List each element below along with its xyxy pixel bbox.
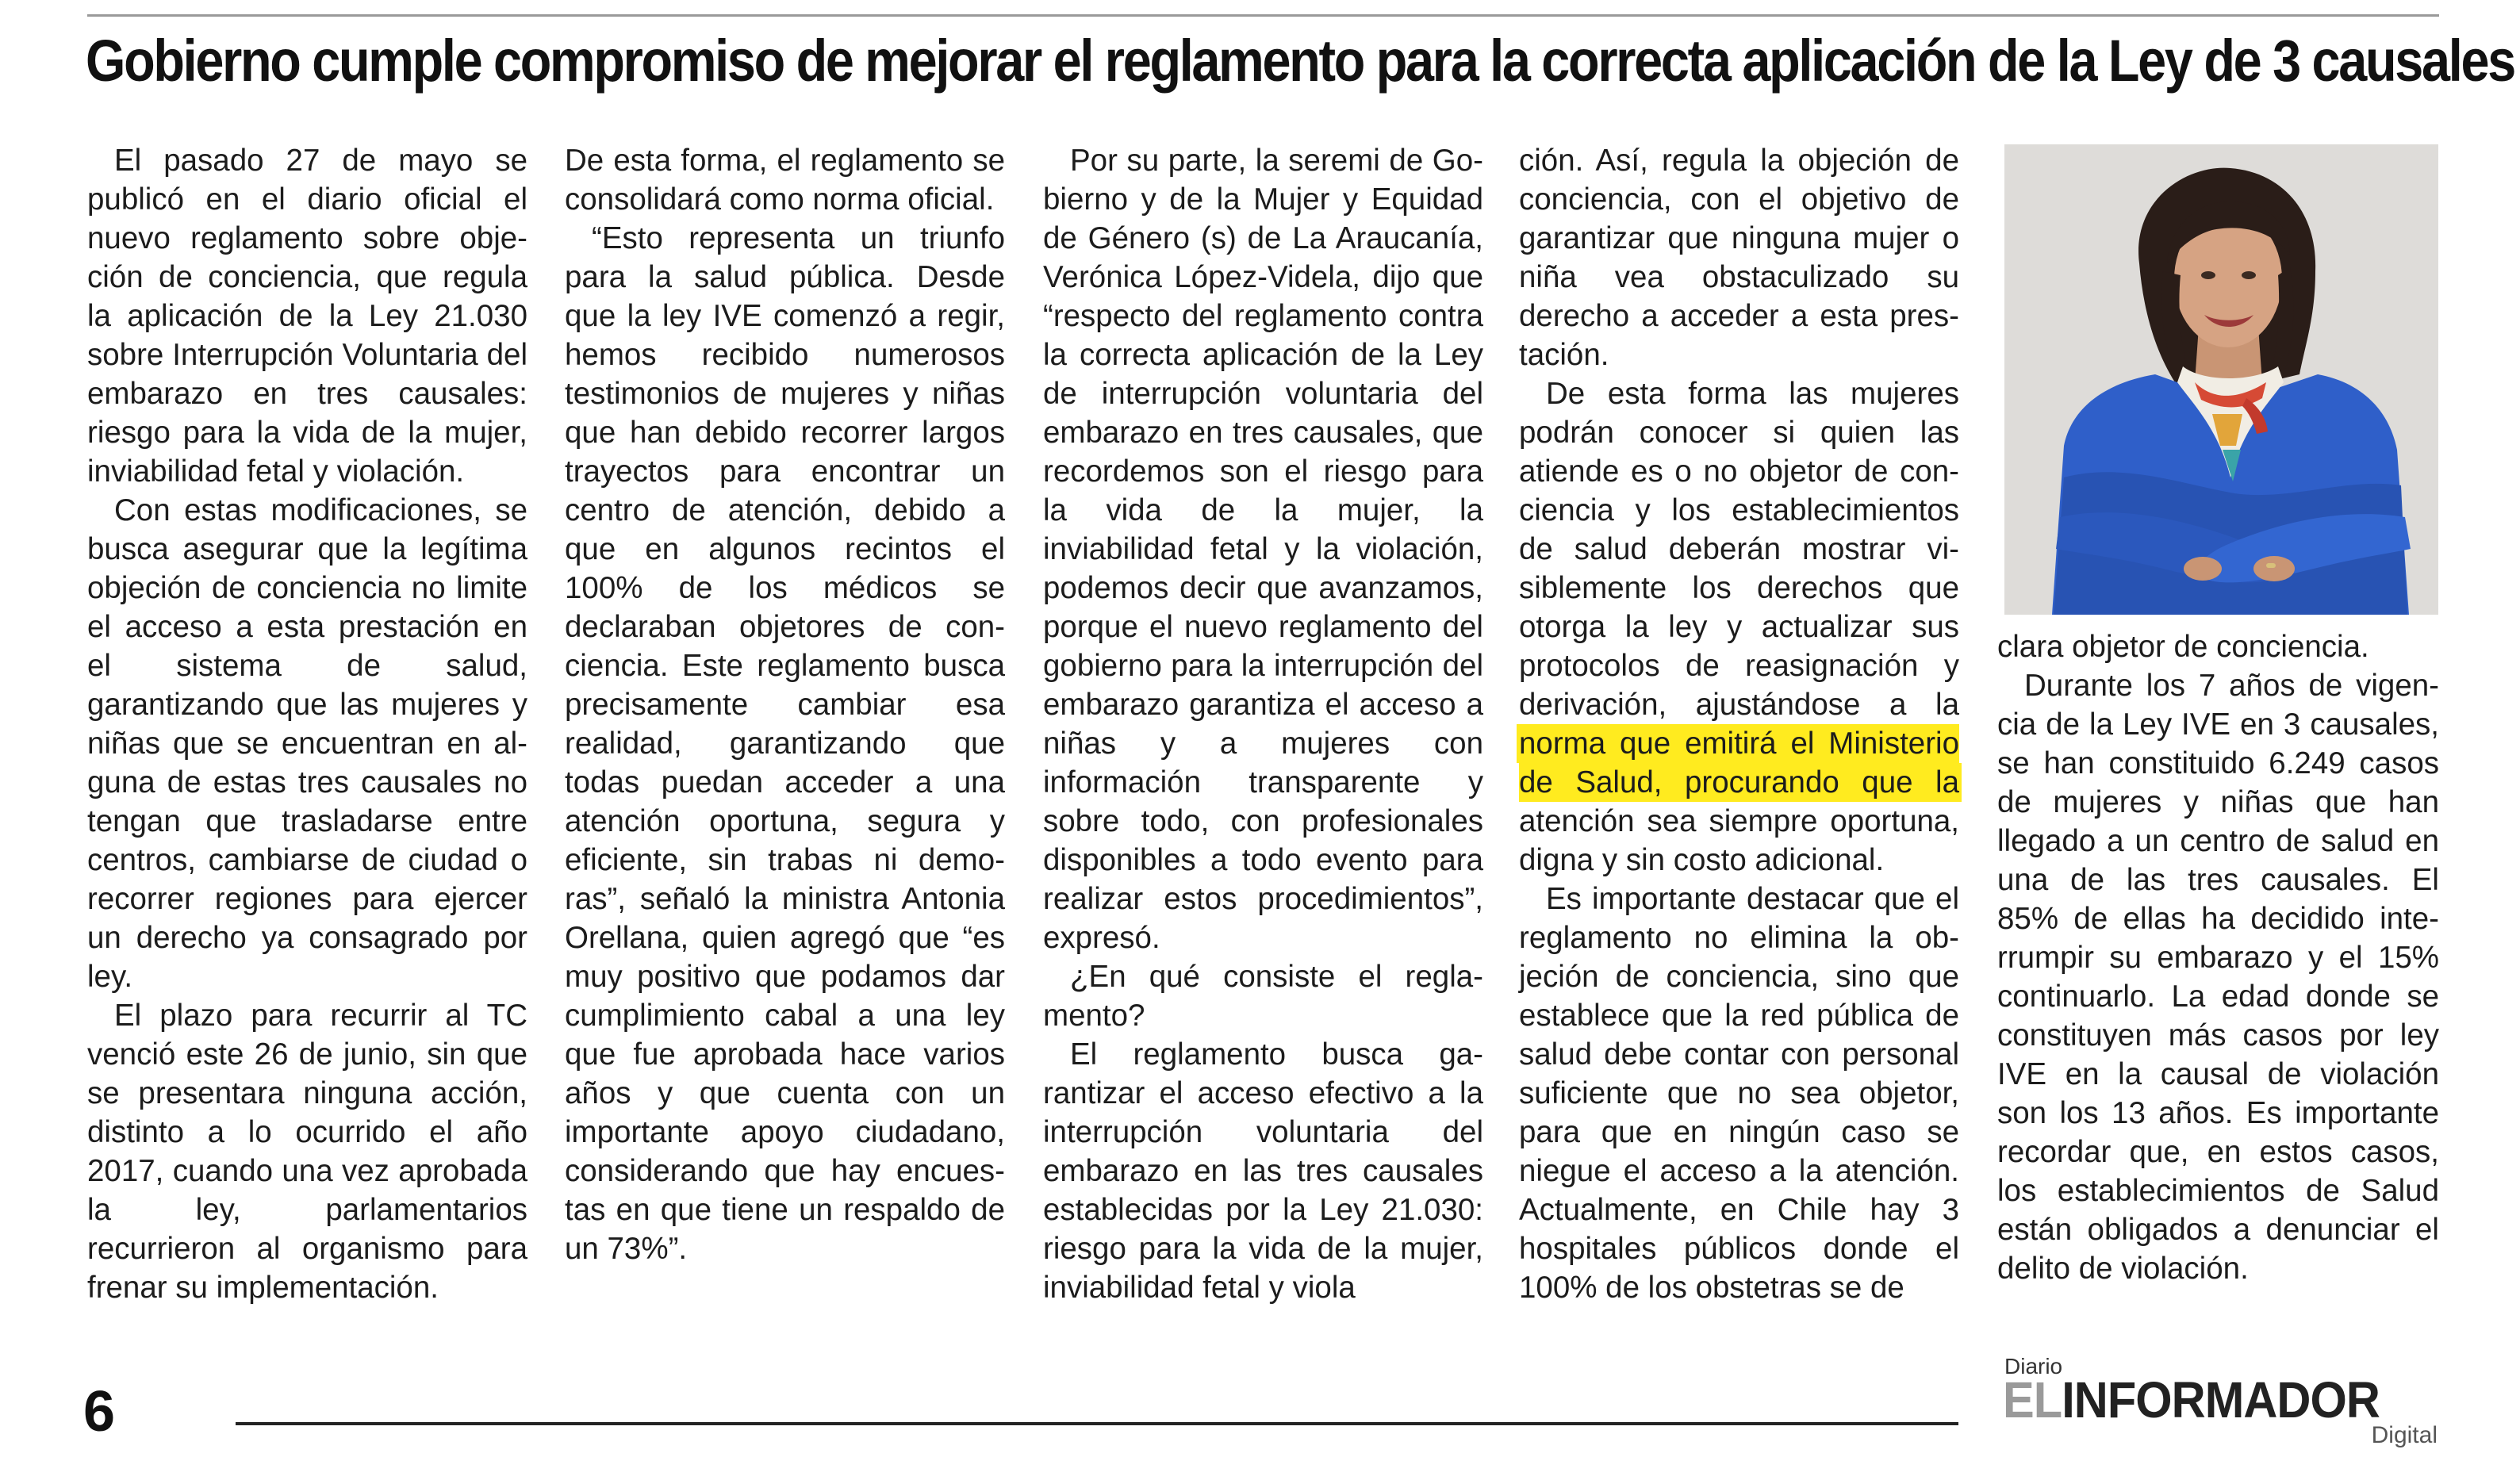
article-column-4	[1519, 141, 1959, 1307]
paragraph: Con estas modificaciones, se busca asegurar que la legítima objeción de conciencia no limite el acceso a esta prestación en el sistema de salud, garantizando que las mujeres y niñas que se encuentran en alguna de estas tres causales no tengan que trasladarse entre centros, cambiarse de ciudad o recorrer regiones para ejercer un derecho ya consagrado por ley.	[87, 493, 527, 994]
article-column-2	[565, 141, 1005, 1268]
subheading: ¿En qué consiste el reglamento?	[1043, 960, 1483, 1033]
page-number: 6	[83, 1380, 116, 1444]
paragraph: El reglamento busca garantizar el acceso efectivo a la interrupción voluntaria del embarazo en las tres causales establecidas por la Ley 21.030: riesgo para la vida de la mujer, inviabilidad fetal y viola	[1043, 1037, 1483, 1305]
paragraph: Es importante destacar que el reglamento no elimina la objeción de conciencia, sino que establece que la red pública de salud debe contar con personal suficiente que no sea objetor, para que en ningún caso se niegue el acceso a la atención. Actualmente, en Chile hay 3 hospitales públicos donde el 100% de los obstetras se de	[1519, 882, 1959, 1305]
paragraph: ción. Así, regula la objeción de conciencia, con el objetivo de garantizar que ninguna mujer o niña vea obstaculizado su derecho a acceder a esta prestación.	[1519, 144, 1959, 372]
paragraph: Por su parte, la seremi de Gobierno y de la Mujer y Equidad de Género (s) de La Araucanía, Verónica López-Videla, dijo que “respecto del reglamento contra la correcta aplicación de la Ley de interrupción voluntaria del embarazo en tres causales, que recordemos son el riesgo para la vida de la mujer, la inviabilidad fetal y la violación, podemos decir que avanzamos, porque el nuevo reglamento del gobierno para la interrupción del embarazo garantiza el acceso a niñas y a mujeres con información transparente y sobre todo, con profesionales disponibles a todo evento para realizar estos procedimientos”, expresó.	[1043, 144, 1483, 955]
article-column-5	[1997, 627, 2439, 1288]
paragraph-text: atención sea siempre oportuna, digna y sin costo adicional.	[1519, 804, 1959, 877]
paragraph: Durante los 7 años de vigencia de la Ley IVE en 3 causales, se han constituido 6.249 casos de mujeres y niñas que han llegado a un centro de salud en una de las tres causales. El 85% de ellas ha decidido interrumpir su embarazo y el 15% continuarlo. La edad donde se constituyen más casos por ley IVE en la causal de violación son los 13 años. Es importante recordar que, en estos casos, los establecimientos de Salud están obligados a denunciar el delito de violación.	[1997, 669, 2439, 1286]
paragraph-text: De esta forma las mujeres podrán conocer si quien las atiende es o no objetor de conciencia y los establecimientos de salud deberán mostrar visiblemente los derechos que otorga la ley y actualizar sus protocolos de reasignación y derivación, ajustándose a la	[1519, 377, 1959, 722]
logo-wordmark	[2003, 1372, 2380, 1428]
logo-el-text: EL	[2003, 1371, 2062, 1428]
logo-bottom-text: Digital	[2371, 1422, 2438, 1448]
paragraph: El pasado 27 de mayo se publicó en el diario oficial el nuevo reglamento sobre objeción de conciencia, que regula la aplicación de la Ley 21.030 sobre Interrupción Voluntaria del embarazo en tres causales: riesgo para la vida de la mujer, inviabilidad fetal y violación.	[87, 144, 527, 489]
portrait-illustration	[2004, 144, 2438, 615]
article-column-1	[87, 141, 527, 1307]
highlighted-text: norma que emitirá el Ministerio de Salud, procurando que la	[1519, 727, 1959, 799]
headline: Gobierno cumple compromiso de mejorar el reglamento para la correcta aplicación de la Ley de 3 causales	[86, 28, 2514, 94]
article-column-3	[1043, 141, 1483, 1307]
publication-logo	[2003, 1355, 2447, 1474]
top-rule	[87, 14, 2439, 17]
paragraph: “Esto representa un triunfo para la salud pública. Desde que la ley IVE comenzó a regir, hemos recibido numerosos testimonios de mujeres y niñas que han debido recorrer largos trayectos para encontrar un centro de atención, debido a que en algunos recintos el 100% de los médicos se declaraban objetores de conciencia. Este reglamento busca precisamente cambiar esa realidad, garantizando que todas puedan acceder a una atención oportuna, segura y eficiente, sin trabas ni demoras”, señaló la ministra Antonia Orellana, quien agregó que “es muy positivo que podamos dar cumplimiento cabal a una ley que fue aprobada hace varios años y que cuenta con un importante apoyo ciudadano, considerando que hay encuestas en que tiene un respaldo de un 73%”.	[565, 221, 1005, 1266]
paragraph: El plazo para recurrir al TC venció este 26 de junio, sin que se presentara ninguna acción, distinto a lo ocurrido el año 2017, cuando una vez aprobada la ley, parlamentarios recurrieron al organismo para frenar su implementación.	[87, 999, 527, 1305]
logo-name-text: INFORMADOR	[2062, 1371, 2380, 1428]
paragraph	[1519, 374, 1959, 880]
paragraph: clara objetor de conciencia.	[1997, 630, 2369, 664]
paragraph: De esta forma, el reglamento se consolidará como norma oficial.	[565, 144, 1005, 217]
portrait-photo	[2004, 144, 2438, 615]
bottom-rule	[236, 1422, 1958, 1425]
logo-top-text: Diario	[2004, 1354, 2063, 1378]
